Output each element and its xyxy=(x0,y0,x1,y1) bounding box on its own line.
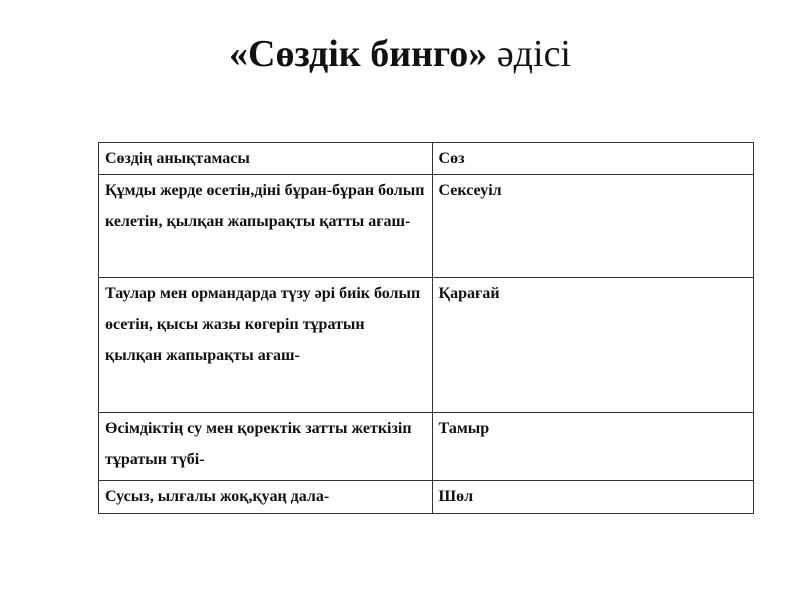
page-title xyxy=(0,30,800,78)
table-row xyxy=(99,278,754,413)
header-definition: Сөздің анықтамасы xyxy=(99,143,433,175)
word-cell: Тамыр xyxy=(432,413,753,481)
word-cell: Шөл xyxy=(432,481,753,514)
definition-cell: Сусыз, ылғалы жоқ,қуаң дала- xyxy=(99,481,433,514)
table-header-row xyxy=(99,143,754,175)
table-row xyxy=(99,481,754,514)
title-method-suffix: әдісі xyxy=(496,33,571,75)
word-cell: Қарағай xyxy=(432,278,753,413)
title-method-name: «Сөздік бинго» xyxy=(229,33,488,75)
table-row xyxy=(99,413,754,481)
header-word: Сөз xyxy=(432,143,753,175)
word-cell: Сексеуіл xyxy=(432,175,753,278)
definition-cell: Өсімдіктің су мен қоректік затты жеткізіп тұратын түбі- xyxy=(99,413,433,481)
table-row xyxy=(99,175,754,278)
definition-cell: Құмды жерде өсетін,діні бұран-бұран болып келетін, қылқан жапырақты қатты ағаш- xyxy=(99,175,433,278)
word-bingo-table xyxy=(98,142,754,514)
definition-cell: Таулар мен ормандарда түзу әрі биік болып өсетін, қысы жазы көгеріп тұратын қылқан жапырақты ағаш- xyxy=(99,278,433,413)
